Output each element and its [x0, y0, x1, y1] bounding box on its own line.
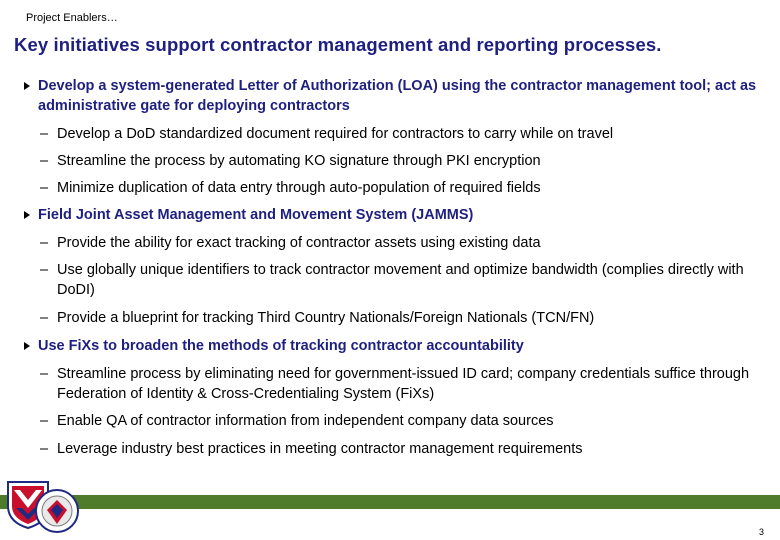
dash-icon: – [40, 441, 49, 457]
sub-bullet: – Develop a DoD standardized document required for contractors to carry while on travel [40, 126, 614, 142]
dash-icon: – [40, 235, 49, 251]
arrow-bullet-icon [24, 342, 30, 350]
sub-bullet: – Leverage industry best practices in meeting contractor management requirements [40, 441, 583, 457]
section-label: Project Enablers… [26, 12, 118, 24]
sub-bullet: – Minimize duplication of data entry through auto-population of required fields [40, 180, 541, 196]
page-title: Key initiatives support contractor management and reporting processes. [14, 34, 662, 55]
bullet-loa: Develop a system-generated Letter of Authorization (LOA) using the contractor management tool; act as administrative gate for deploying contractors [38, 76, 768, 116]
footer-band [0, 495, 780, 509]
sub-bullet: – Provide a blueprint for tracking Third Country Nationals/Foreign Nationals (TCN/FN) [40, 310, 595, 326]
sub-bullet: – Streamline process by eliminating need for government-issued ID card; company credentials suffice through Federation of Identity & Cross-Credentialing System (FiXs) [40, 366, 750, 402]
dash-icon: – [40, 126, 49, 142]
dash-icon: – [40, 413, 49, 429]
dash-icon: – [40, 153, 49, 169]
bullet-fixs: Use FiXs to broaden the methods of tracking contractor accountability [38, 336, 768, 356]
dash-icon: – [40, 310, 49, 326]
seal-logo-icon [34, 486, 80, 536]
sub-bullet: – Provide the ability for exact tracking of contractor assets using existing data [40, 235, 541, 251]
dash-icon: – [40, 366, 49, 382]
arrow-bullet-icon [24, 82, 30, 90]
page-number: 3 [758, 527, 764, 537]
dash-icon: – [40, 180, 49, 196]
bullet-jamms: Field Joint Asset Management and Movement System (JAMMS) [38, 205, 768, 225]
arrow-bullet-icon [24, 211, 30, 219]
sub-bullet: – Streamline the process by automating KO signature through PKI encryption [40, 153, 541, 169]
sub-bullet: – Enable QA of contractor information from independent company data sources [40, 413, 554, 429]
sub-bullet: – Use globally unique identifiers to track contractor movement and optimize bandwidth (complies directly with DoDI) [40, 262, 744, 298]
dash-icon: – [40, 262, 49, 278]
